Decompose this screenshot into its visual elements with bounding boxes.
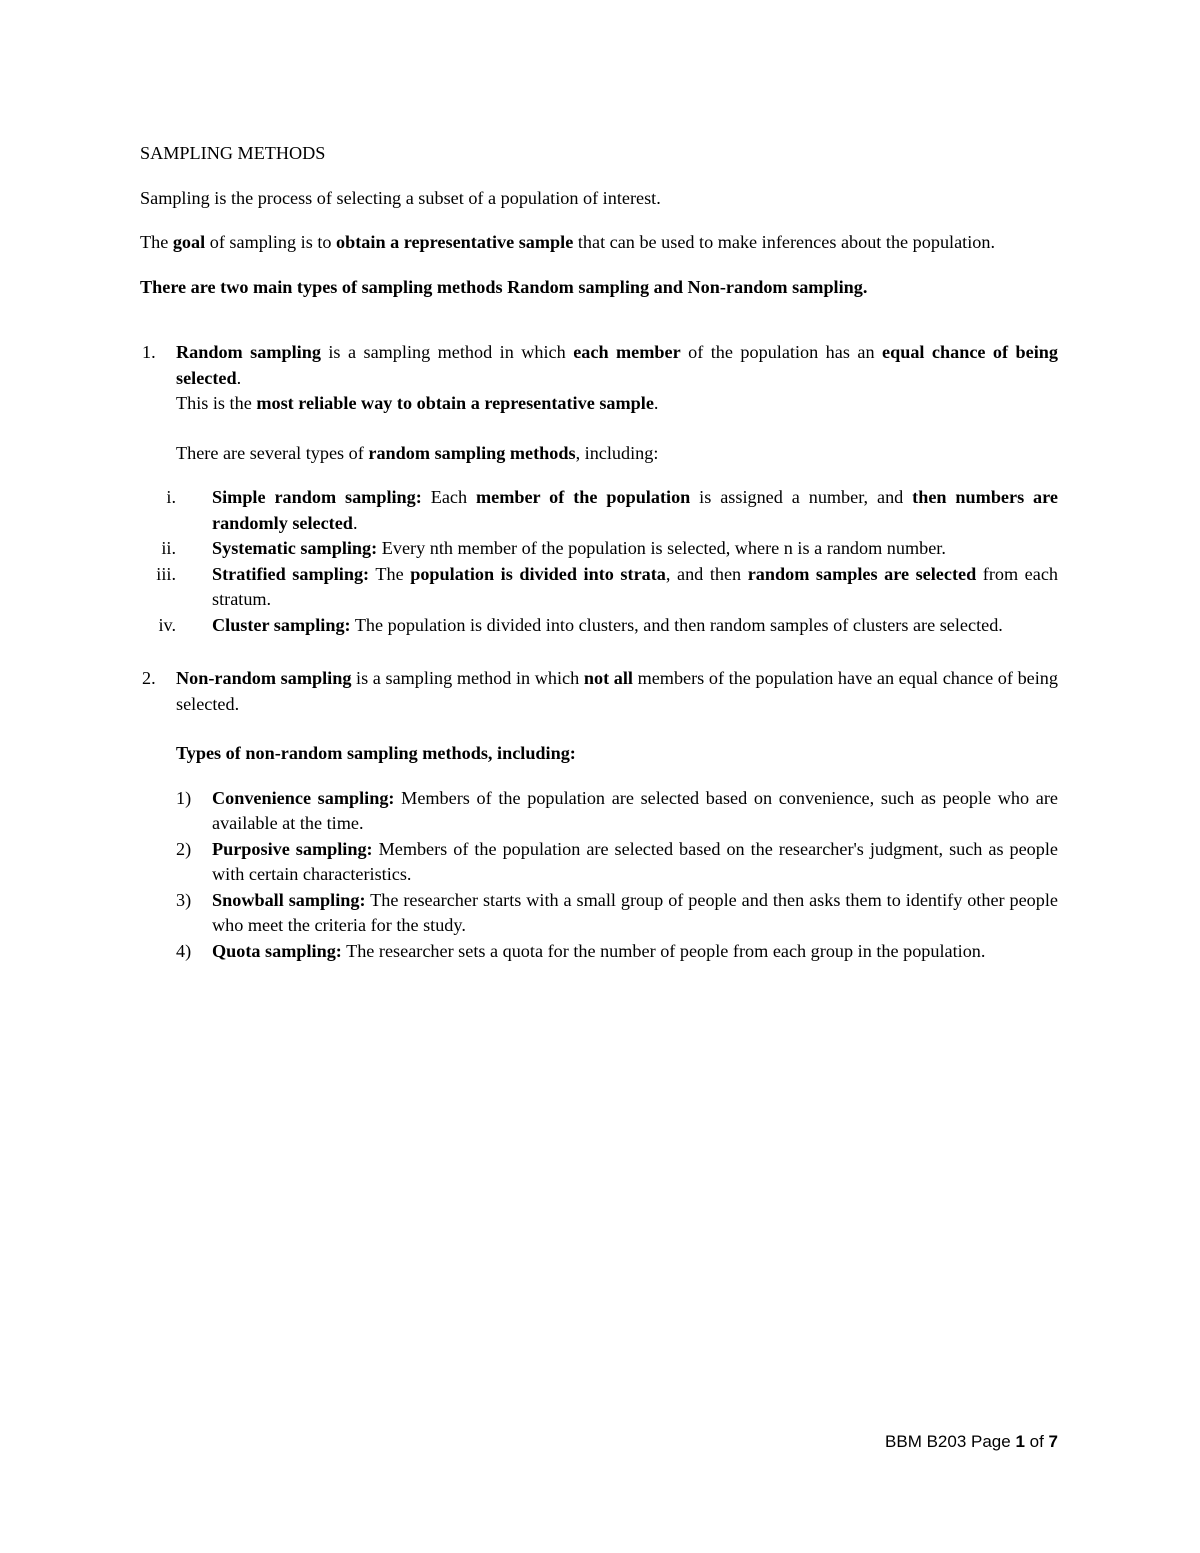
text-run: , and then — [665, 563, 748, 584]
list-item — [140, 613, 1058, 639]
text-run: . — [653, 393, 659, 413]
list-item — [140, 485, 1058, 536]
bold-run: Quota sampling: — [212, 940, 342, 961]
page-number: 1 — [1015, 1432, 1025, 1451]
text-run: is a sampling method in which — [351, 668, 584, 688]
bold-run: Cluster sampling: — [212, 614, 351, 635]
random-sampling-section — [140, 340, 1058, 466]
intro-paragraph-2 — [140, 230, 1058, 256]
bold-run: member of the population — [475, 487, 691, 507]
intro-paragraph-3 — [140, 275, 1058, 301]
page-total: 7 — [1048, 1432, 1058, 1451]
text-run: The researcher starts with a small group of people and then asks them to identify other people who meet the criteria for the study. — [212, 889, 1058, 935]
text-run: of the population has an — [680, 342, 883, 362]
bold-run: then numbers are randomly selected — [212, 487, 1058, 533]
random-methods-list — [140, 485, 1058, 638]
text-run: of sampling is to — [205, 232, 337, 252]
text-run: There are several types of — [176, 442, 369, 463]
list-number: iii. — [156, 563, 176, 584]
bold-run: There are two main types of sampling methods Random sampling and Non-random sampling. — [140, 276, 868, 297]
bold-run: random samples are selected — [747, 563, 977, 584]
text-run: The population is divided into clusters, and then random samples of clusters are selected. — [350, 614, 1003, 635]
bold-run: random sampling methods — [368, 442, 576, 463]
text-run: The — [369, 563, 411, 584]
text-run: from each stratum. — [212, 563, 1058, 609]
text-run: members of the population have an equal chance of being selected. — [176, 668, 1058, 714]
bold-run: Snowball sampling: — [212, 889, 366, 910]
page-footer — [838, 1432, 1058, 1452]
bold-run: most reliable way to obtain a representative sample — [256, 393, 654, 413]
list-item — [140, 837, 1058, 888]
bold-run: population is divided into strata — [410, 563, 666, 584]
footer-text: BBM B203 Page — [885, 1432, 1016, 1451]
list-number: 2) — [176, 838, 192, 859]
list-number: 2. — [142, 668, 156, 688]
text-run: that can be used to make inferences about the population. — [573, 232, 996, 252]
list-item — [140, 939, 1058, 965]
text-run: Members of the population are selected based on the researcher's judgment, such as people with certain characteristics. — [212, 838, 1058, 884]
bold-run: goal — [172, 232, 206, 252]
random-sampling-definition — [176, 340, 1058, 391]
text-run: is a sampling method in which — [320, 342, 574, 362]
list-item — [140, 888, 1058, 939]
text-run: Members of the population are selected based on convenience, such as people who are available at the time. — [212, 787, 1058, 833]
bold-run: not all — [583, 668, 633, 688]
page-title: SAMPLING METHODS — [140, 143, 326, 163]
list-number: 1. — [142, 342, 156, 362]
bold-run: Simple random sampling: — [212, 487, 422, 507]
bold-run: Stratified sampling: — [212, 563, 370, 584]
list-item — [140, 536, 1058, 562]
text-run: Each — [421, 487, 476, 507]
text-run: The — [140, 232, 173, 252]
list-number: 3) — [176, 889, 192, 910]
text-run: is assigned a number, and — [690, 487, 913, 507]
text-run: This is the — [176, 393, 257, 413]
text-run: . — [352, 512, 358, 533]
non-random-types-heading — [176, 741, 1058, 767]
text-run: . — [236, 367, 242, 388]
list-number: iv. — [158, 614, 176, 635]
bold-run: equal chance of being selected — [176, 342, 1058, 388]
intro-paragraph-1: Sampling is the process of selecting a subset of a population of interest. — [140, 187, 661, 208]
footer-text: of — [1024, 1432, 1049, 1451]
text-run: Every nth member of the population is selected, where n is a random number. — [377, 538, 946, 558]
list-number: 1) — [176, 787, 192, 808]
bold-run: Random sampling — [176, 342, 321, 362]
non-random-methods-list — [140, 786, 1058, 965]
text-run: , including: — [575, 442, 659, 463]
list-item — [140, 562, 1058, 613]
non-random-sampling-definition — [176, 666, 1058, 717]
list-item — [140, 786, 1058, 837]
random-sampling-reliability — [176, 391, 1058, 417]
bold-run: Non-random sampling — [176, 668, 352, 688]
list-number: ii. — [161, 538, 176, 558]
bold-run: obtain a representative sample — [336, 232, 574, 252]
list-number: i. — [166, 487, 176, 507]
random-types-intro — [176, 441, 1058, 467]
bold-run: Types of non-random sampling methods, including: — [176, 743, 576, 763]
list-number: 4) — [176, 940, 192, 961]
non-random-sampling-section — [140, 666, 1058, 767]
bold-run: Purposive sampling: — [212, 838, 373, 859]
bold-run: Systematic sampling: — [212, 538, 378, 558]
bold-run: each member — [573, 342, 681, 362]
document-body — [140, 141, 1058, 964]
bold-run: Convenience sampling: — [212, 787, 395, 808]
text-run: The researcher sets a quota for the number of people from each group in the population. — [341, 940, 986, 961]
